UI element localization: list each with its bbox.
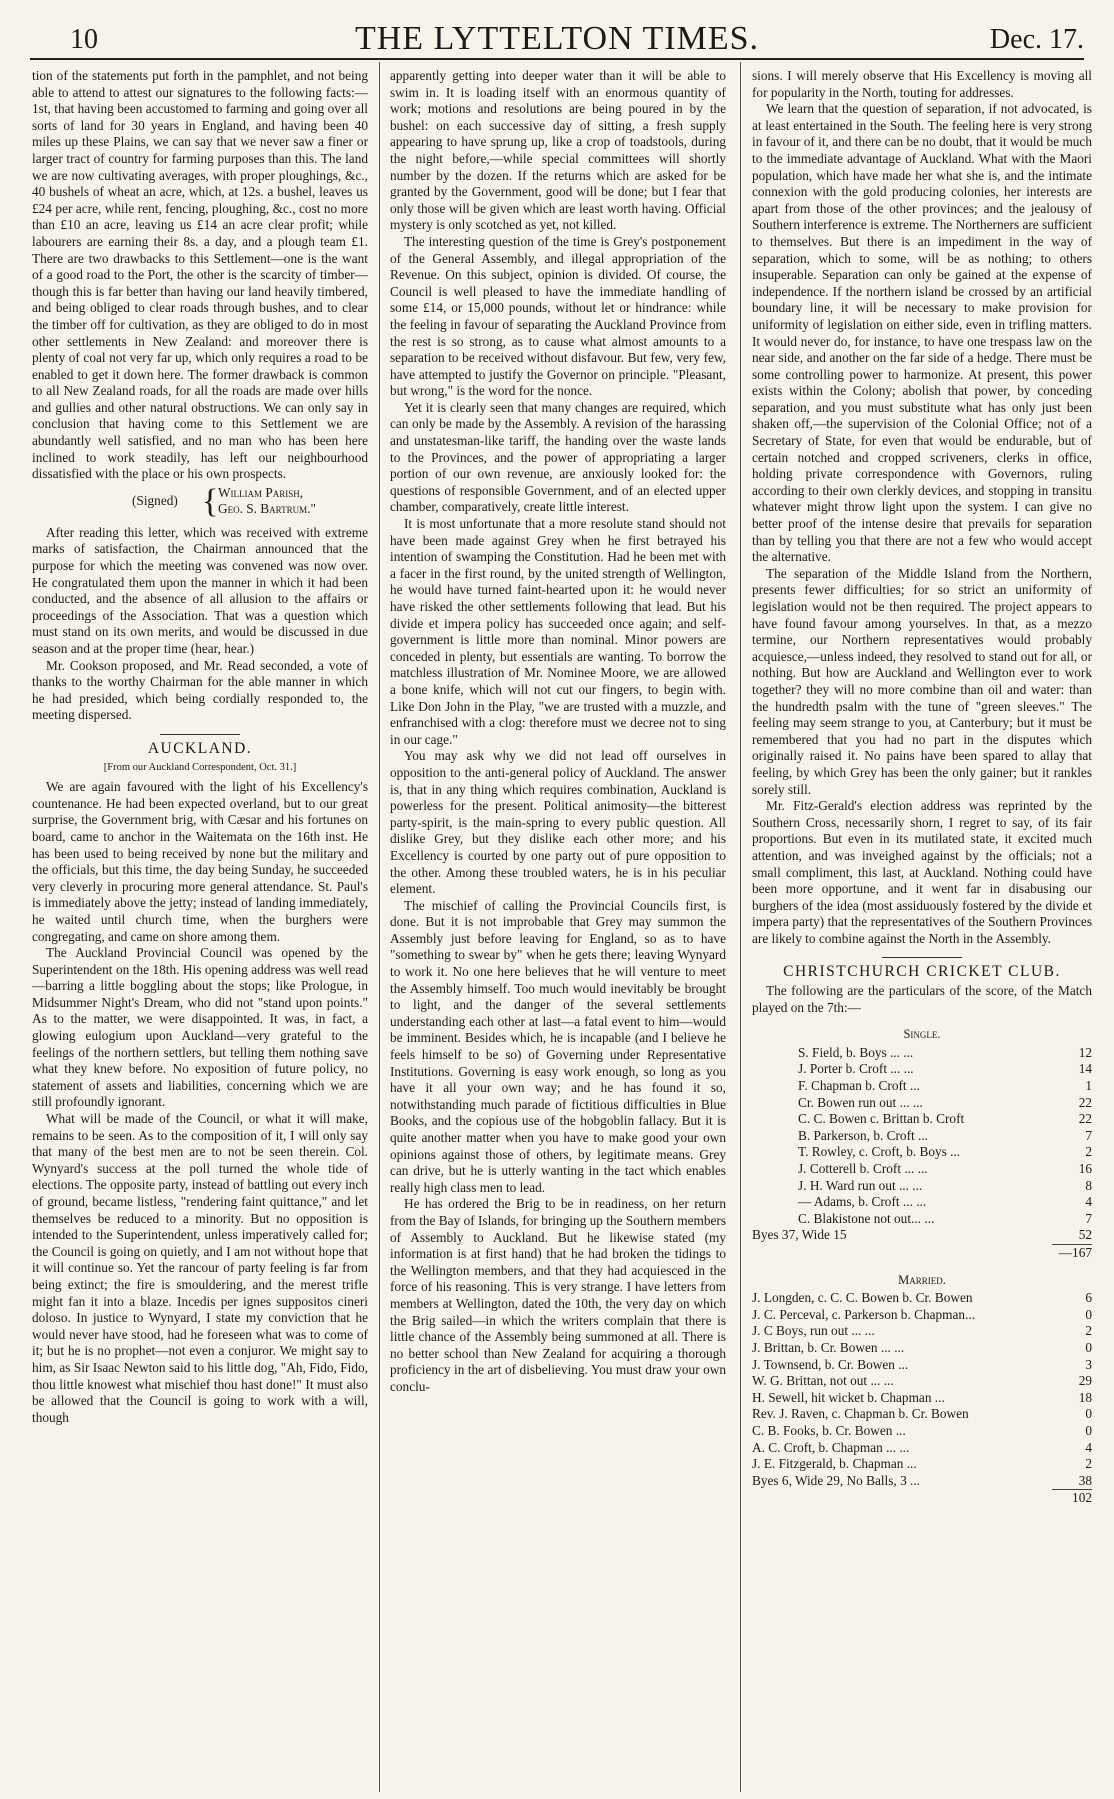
signed-label: (Signed) xyxy=(132,492,178,508)
batsman-entry: H. Sewell, hit wicket b. Chapman ... xyxy=(752,1389,945,1405)
runs-value: 7 xyxy=(1085,1210,1092,1226)
batsman-entry: T. Rowley, c. Croft, b. Boys ... xyxy=(798,1144,961,1160)
score-row xyxy=(752,1211,1092,1228)
auckland-title: AUCKLAND. xyxy=(147,739,253,757)
married-score-list xyxy=(752,1290,1092,1473)
article-paragraph: It is most unfortunate that a more resolute stand should not have been made against Grey when he first betrayed his intention of swamping the Constitution. Had he been met with a facer in the first round, by the united strength of Wellington, he would have turned faint-hearted upon it: he would never have risked the other settlements following that lead. But his divide et impera policy has succeeded once again; and self-government is little more than nominal. Minor powers are conceded in plenty, but essentials are wanting. To borrow the matchless illustration of Mr. Nominee Moore, we are allowed a bone knife, which will not cut our fingers, to begin with. Like Don John in the Play, "we are trusted with a muzzle, and enfranchised with a clog: therefore must we decree not to sing in our cage." xyxy=(390,516,726,747)
article-paragraph: You may ask why we did not lead off ourselves in opposition to the anti-general policy of Auckland. The answer is, that in any thing which requires combination, Auckland is powerless for the present. Political animosity—the bitterest party-spirit, is the main-spring to every public question. All dislike Grey, but they dislike each other more; and his Excellency is courted by one party out of pure opposition to the other. Among these troubled waters, he is in his peculiar element. xyxy=(390,748,726,897)
auckland-paragraph: We are again favoured with the light of his Excellency's countenance. He had been expected overland, but to our great surprise, the Government brig, with Cæsar and his fortunes on board, came to anchor in the Waitemata on the 16th inst. He has been used to being received by none but the military and the officials, but this time, the day being Sunday, he succeeded very cleverly in procuring more general attendance. St. Paul's is immediately above the jetty; instead of landing immediately, he waited until church time, when the burghers were congregating, and came on shore among them. xyxy=(32,779,368,944)
runs-value: 12 xyxy=(1078,1044,1092,1060)
runs-value: 14 xyxy=(1078,1061,1092,1077)
section-rule xyxy=(160,734,240,735)
masthead xyxy=(30,14,1084,60)
score-row xyxy=(752,1456,1092,1473)
extras-label: Byes 37, Wide 15 xyxy=(752,1227,847,1243)
score-row xyxy=(752,1178,1092,1195)
article-paragraph: He has ordered the Brig to be in readiness, on her return from the Bay of Islands, for bringing up the Southern members of Assembly to Auckland. But he likewise stated (my information is at first hand) that he had broken the tidings to the Wellington members, and that they had acquiesced in the force of his reasoning. This is very strange. I have letters from members at Wellington, dated the 10th, the very day on which the Brig sailed—in which the writers complain that there is little chance of the Assembly being summoned at all. There is no better school than New Zealand for acquiring a thorough proficiency in the art of disbelieving. You must draw your own conclu- xyxy=(390,1196,726,1394)
batsman-entry: B. Parkerson, b. Croft ... xyxy=(798,1127,929,1143)
batsman-entry: S. Field, b. Boys ... ... xyxy=(798,1044,914,1060)
runs-value: 2 xyxy=(1085,1323,1092,1339)
batsman-entry: Rev. J. Raven, c. Chapman b. Cr. Bowen xyxy=(752,1406,969,1422)
batsman-entry: J. H. Ward run out ... ... xyxy=(798,1177,923,1193)
team-married-heading: Married. xyxy=(898,1272,946,1287)
runs-value: 29 xyxy=(1078,1373,1092,1389)
team-single-heading: Single. xyxy=(903,1027,941,1042)
auckland-paragraph: The Auckland Provincial Council was opened by the Superintendent on the 18th. His opening address was well read—barring a little boggling about the stops; like Prologue, in Midsummer Night's Dream, who did not "stand upon points." As to the matter, we were disappointed. It was, in fact, a glowing eulogium upon Auckland—very grateful to the feelings of the northern settlers, but telling them nothing save what they knew before. No exposition of future policy, no statement of assets and liabilities, concerning which we are still profoundly ignorant. xyxy=(32,945,368,1110)
runs-value: 2 xyxy=(1085,1456,1092,1472)
runs-value: 18 xyxy=(1078,1389,1092,1405)
batsman-entry: C. B. Fooks, b. Cr. Bowen ... xyxy=(752,1422,906,1438)
score-row xyxy=(752,1423,1092,1440)
letter-paragraph: tion of the statements put forth in the pamphlet, and not being able to attend to attest our signatures to the following facts:—1st, that having been accustomed to farming and going over all sorts of land for 30 years in England, and having been 40 miles up these Plains, we can say that we never saw a finer or larger tract of country for farming purposes than this. The land we are now cultivating averages, with proper ploughings, &c., 40 bushels of wheat an acre, which, at 12s. a bushel, leaves us £24 per acre, while rent, fencing, ploughing, &c., cost no more than £10 an acre, leaving us £14 an acre clear profit; while labourers are earning their 8s. a day, and a plough team £1. There are two drawbacks to this Settlement—one is the want of a good road to the Port, the other is the scarcity of timber—though this is far better than having our land heavily timbered, and being obliged to clear roads through bushes, and to clear the timber off for cultivation, as they are obliged to do in most other settlements in New Zealand: and moreover there is plenty of coal not very far up, which only requires a road to be enabled to get it down here. The former drawback is common to all New Zealand roads, for all the roads are made over hills and gullies and other natural obstructions. We can only say in conclusion that having come to this Settlement we are abundantly well satisfied, and no man who has been here inclined to work steadily, has left our neighbourhood dissatisfied with the place or his own prospects. xyxy=(32,68,368,482)
score-row xyxy=(752,1390,1092,1407)
paper-title: THE LYTTELTON TIMES. xyxy=(354,20,760,57)
batsman-entry: F. Chapman b. Croft ... xyxy=(798,1078,920,1094)
married-extras-row xyxy=(752,1473,1092,1490)
runs-value: 4 xyxy=(1085,1439,1092,1455)
score-row xyxy=(752,1078,1092,1095)
article-paragraph: Yet it is clearly seen that many changes are required, which can only be made by the Assembly. A revision of the harassing and unstatesman-like tariff, the handing over the waste lands to the Provinces, and the power of appropriating a larger portion of our own revenue, are anxiously looked for: the questions of responsible Government, and of an elected upper chamber, comparatively, create little interest. xyxy=(390,399,726,515)
runs-value: 0 xyxy=(1085,1422,1092,1438)
auckland-paragraph: What will be made of the Council, or what it will make, remains to be seen. As to the composition of it, I will only say that many of the best men are to not be seen therein. Col. Wynyard's success at the poll turned the whole tide of elections. The opposite party, instead of battling out every inch of ground, became listless, "rendering faint quittance," and let themselves be reduced to a minority. But no opposition is intended to the Superintendent, unless imperatively called for; the Council is going on quietly, and I am not without hope that it will continue so. Yet the rancour of party feeling is far from being extinct; the fire is smouldering, and the merest trifle might fan it into a blaze. Incedis per ignes suppositos cineri doloso. In justice to Wynyard, I state my conviction that he would never have stood, had he foreseen what was to come of it; but he is no prophet—not even a conjuror. We might say to him, as Sir Isaac Newton said to his little dog, "Ah, Fido, Fido, thou little knowest what mischief thou hast done!" It must also be allowed that the Council is going to work with a will, though xyxy=(32,1111,368,1425)
score-row xyxy=(752,1128,1092,1145)
runs-value: 0 xyxy=(1085,1406,1092,1422)
auckland-subhead: [From our Auckland Correspondent, Oct. 31.] xyxy=(103,761,297,773)
single-score-list xyxy=(752,1045,1092,1228)
cricket-intro: The following are the particulars of the score, of the Match played on the 7th:— xyxy=(752,983,1092,1015)
runs-value: 0 xyxy=(1085,1306,1092,1322)
score-row xyxy=(752,1194,1092,1211)
letter-signature xyxy=(32,482,368,521)
score-row xyxy=(752,1373,1092,1390)
batsman-entry: J. Longden, c. C. C. Bowen b. Cr. Bowen xyxy=(752,1290,973,1306)
score-row xyxy=(752,1161,1092,1178)
batsman-entry: J. Townsend, b. Cr. Bowen ... xyxy=(752,1356,909,1372)
section-rule xyxy=(882,957,962,958)
runs-value: 0 xyxy=(1085,1339,1092,1355)
runs-value: 7 xyxy=(1085,1127,1092,1143)
batsman-entry: C. C. Bowen c. Brittan b. Croft xyxy=(798,1111,965,1127)
batsman-entry: J. Brittan, b. Cr. Bowen ... ... xyxy=(752,1339,905,1355)
meeting-paragraph: After reading this letter, which was received with extreme marks of satisfaction, the Chairman announced that the purpose for which the meeting was convened was now over. He congratulated them upon the manner in which it had been conducted, and the absence of all allusion to the affairs or proceedings of the Association. That was a question which must stand on its own merits, and would be discussed in due season and at the proper time (hear, hear.) xyxy=(32,524,368,656)
single-total: —167 xyxy=(1052,1244,1092,1262)
score-row xyxy=(752,1406,1092,1423)
meeting-paragraph: Mr. Cookson proposed, and Mr. Read seconded, a vote of thanks to the worthy Chairman for the able manner in which he had presided, which being cordially responded to, the meeting dispersed. xyxy=(32,657,368,723)
score-row xyxy=(752,1144,1092,1161)
batsman-entry: J. Cotterell b. Croft ... ... xyxy=(798,1161,928,1176)
batsman-entry: W. G. Brittan, not out ... ... xyxy=(752,1373,894,1389)
article-paragraph: Mr. Fitz-Gerald's election address was reprinted by the Southern Cross, necessarily shorn, I regret to say, of its fair proportions. But even in its mutilated state, it excited much attention, and was inveighed against by the officials; not a small compliment, this last, at Auckland. Nothing could have been more opportune, and it went far in disabusing our burghers of the idea (most assiduously fostered by the divide et impera party) that the representatives of the Southern Provinces are likely to combine against the North in the Assembly. xyxy=(752,798,1092,946)
runs-value: 2 xyxy=(1085,1144,1092,1160)
signatory-names xyxy=(218,485,316,518)
batsman-entry: J. C. Perceval, c. Parkerson b. Chapman... xyxy=(752,1306,976,1322)
article-paragraph: The separation of the Middle Island from the Northern, presents fewer difficulties; for so strict an uniformity of legislation would not be then required. The project appears to have found favour among yourselves. In that, as a mezzo termine, our Northern representatives would probably acquiesce,—unless indeed, they resolved to stand out for all, or nothing. But how are Auckland and Wellington ever to work together? they will no more combine than oil and water: than the hundredth psalm with the tune of "green sleeves." The feeling may seem strange to you, at Canterbury; but it must be remembered that you had no part in the disputes which originally raised it. No pains have been spared to allay that feeling, by which Grey has been the only gainer; but it rankles sorely still. xyxy=(752,565,1092,797)
score-row xyxy=(752,1323,1092,1340)
score-row xyxy=(752,1307,1092,1324)
article-paragraph: The mischief of calling the Provincial Councils first, is done. But it is not improbable that Grey may summon the Assembly just before leaving for England, so as to have "something to swear by" when he gets there; leaving Wynyard to work it. No one here believes that he will venture to meet the Assembly himself. Too much would inevitably be brought to light, and the danger of the several settlements understanding each other at last—a fatal event to him—would be imminent. Besides which, he is incapable (and I believe he feels himself to be so) of Governing under Representative Institutions. Governing is easy work enough, so long as you have it all your own way; and he has found it so, notwithstanding much parade of fictitious difficulties in Blue Books, and the copious use of the hobgoblin fallacy. But it is quite another matter when you have to make good your own opinions against those of others, by legitimate means. Grey can drive, but he is utterly wanting in the tact which enables really high class men to lead. xyxy=(390,897,726,1195)
column-divider xyxy=(379,62,380,1792)
score-row xyxy=(752,1290,1092,1307)
runs-value: 1 xyxy=(1085,1078,1092,1094)
batsman-entry: J. C Boys, run out ... ... xyxy=(752,1323,875,1339)
article-paragraph: sions. I will merely observe that His Excellency is moving all for popularity in the North, touting for addresses. xyxy=(752,68,1092,100)
batsman-entry: J. E. Fitzgerald, b. Chapman ... xyxy=(752,1456,917,1472)
article-paragraph: The interesting question of the time is Grey's postponement of the General Assembly, and illegal appropriation of the Revenue. On this subject, opinion is divided. Of course, the Council is well pleased to have the immediate handling of some £14, or 15,000 pounds, without let or hindrance: while the feeling in favour of separating the Auckland Province from the rest is so strong, as to cause what almost amounts to a separation to be received without disfavour. But few, very few, have attempted to justify the Governor on principle. "Pleasant, but wrong," is the word for the nonce. xyxy=(390,233,726,399)
cricket-title: CHRISTCHURCH CRICKET CLUB. xyxy=(783,963,1061,981)
score-row xyxy=(752,1440,1092,1457)
batsman-entry: A. C. Croft, b. Chapman ... ... xyxy=(752,1439,910,1455)
score-row xyxy=(752,1111,1092,1128)
runs-value: 16 xyxy=(1078,1161,1092,1176)
score-row xyxy=(752,1045,1092,1062)
article-paragraph: apparently getting into deeper water than it will be able to swim in. It is loading itself with an enormous quantity of work; motions and resolutions are being poured in by the bushel: on each successive day of sitting, a fresh supply appearing to have sprung up, like a crop of toadstools, during the night before,—while special committees will shortly number by the dozen. If the returns which are asked for be granted by the Government, good will be done; but I fear that only those will be given which are least worth having. Official mystery is only scotched as yet, not killed. xyxy=(390,68,726,233)
runs-value: 22 xyxy=(1078,1094,1092,1110)
column-1 xyxy=(32,68,368,1788)
page-number: 10 xyxy=(70,24,98,55)
runs-value: 4 xyxy=(1085,1194,1092,1210)
single-extras-row xyxy=(752,1227,1092,1244)
runs-value: 22 xyxy=(1078,1111,1092,1127)
extras-runs: 52 xyxy=(1078,1227,1092,1243)
batsman-entry: J. Porter b. Croft ... ... xyxy=(798,1061,914,1077)
runs-value: 8 xyxy=(1085,1177,1092,1193)
runs-value: 3 xyxy=(1085,1356,1092,1372)
score-row xyxy=(752,1095,1092,1112)
masthead-rule xyxy=(30,58,1084,60)
batsman-entry: C. Blakistone not out... ... xyxy=(798,1210,935,1226)
column-3 xyxy=(752,68,1092,1788)
score-row xyxy=(752,1061,1092,1078)
batsman-entry: Cr. Bowen run out ... ... xyxy=(798,1094,923,1110)
married-total: 102 xyxy=(1052,1489,1092,1507)
column-2 xyxy=(390,68,726,1788)
batsman-entry: — Adams, b. Croft ... ... xyxy=(798,1194,927,1210)
brace-glyph: { xyxy=(202,482,219,520)
signatory-name: William Parish, xyxy=(218,484,304,500)
score-row xyxy=(752,1340,1092,1357)
extras-runs: 38 xyxy=(1078,1472,1092,1488)
signatory-name: Geo. S. Bartrum." xyxy=(218,501,316,517)
column-divider xyxy=(740,62,741,1792)
article-paragraph: We learn that the question of separation, if not advocated, is at least entertained in the South. The feeling here is very strong in favour of it, and there can be no doubt, that it would be much to the immediate advantage of Auckland. What with the Maori population, which have made her what she is, and the intimate connexion with the gold producing colonies, her interests are apart from those of the other provinces; and the jealousy of Southern interference is extreme. The Northerners are sufficient to themselves. But there is an impediment in the way of separation, which to some, will be as nothing; to others insuperable. Separation can only be gained at the expense of independence. If the northern island be crossed by an artificial boundary line, it will be necessary to make provision for uniformity of legislation on either side, even in trifling matters. It would never do, for instance, to have one trespass law on the near side, and another on the far side of a hedge. There must be some controlling power to harmonize. At present, this power exists within the Colony; abolish that power, by conceding separation, and you must substitute what has only just been shaken off,—the supervision of the Colonial Office; not of a Secretary of State, for even that would be endurable, but of certain notched and cropped scriveners, clerks in office, holding private correspondence with Governors, ruling according to their own clerkly devices, and stopping in transitu whatever might throw light upon the system. I can give no better proof of the intense desire that prevails for separation than by telling you that there are not a few who would accept the alternative. xyxy=(752,101,1092,565)
extras-label: Byes 6, Wide 29, No Balls, 3 ... xyxy=(752,1472,921,1488)
score-row xyxy=(752,1357,1092,1374)
issue-date: Dec. 17. xyxy=(989,24,1084,55)
runs-value: 6 xyxy=(1085,1290,1092,1306)
